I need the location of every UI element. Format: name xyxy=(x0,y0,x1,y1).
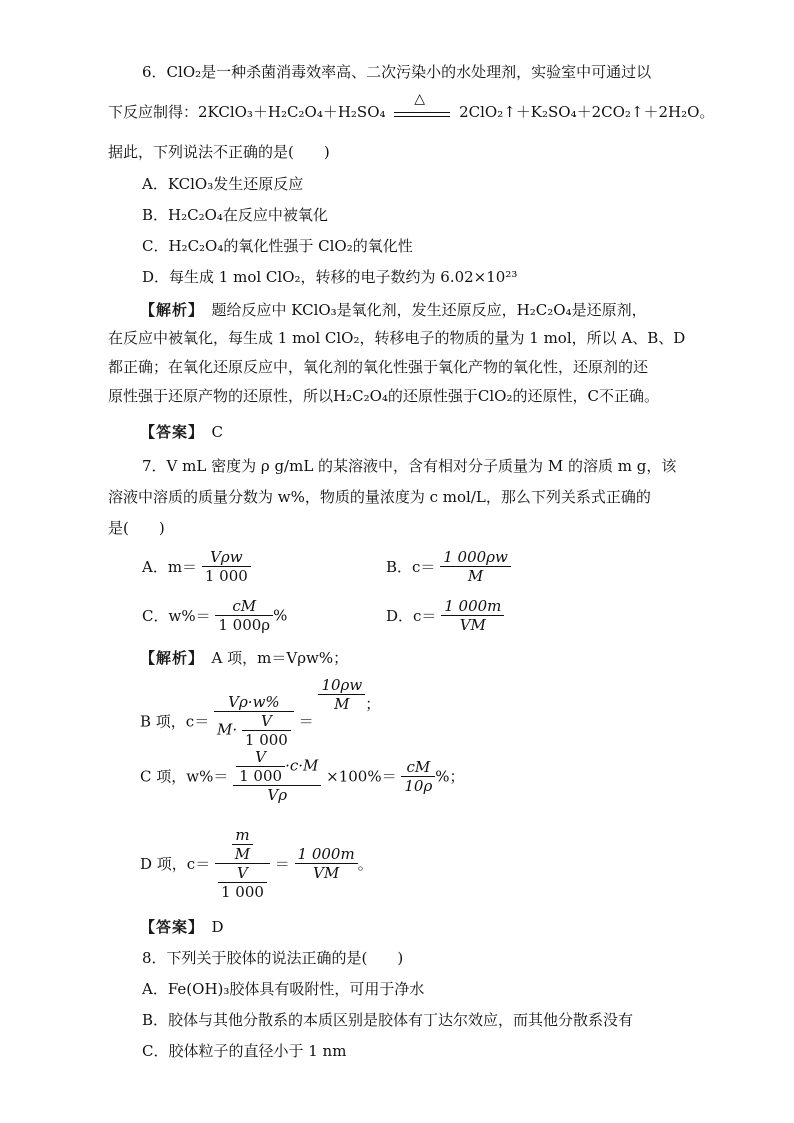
q8-option-b: B．胶体与其他分散系的本质区别是胶体有丁达尔效应，而其他分散系没有 xyxy=(142,1011,634,1029)
q7-option-c-suffix: % xyxy=(273,606,288,625)
q7-d-den-fraction xyxy=(218,864,267,901)
q7-d-res-den: VM xyxy=(313,864,340,882)
q6-analysis-line1 xyxy=(140,300,647,320)
q7-option-b-fraction xyxy=(440,548,511,585)
q7-d-den xyxy=(215,864,270,901)
q6-option-a: A．KClO₃发生还原反应 xyxy=(142,175,304,193)
q7-d-den-den: 1 000 xyxy=(220,883,264,901)
q6-answer-line xyxy=(140,422,223,442)
q7-c-num xyxy=(233,748,321,786)
q7-b-den xyxy=(214,712,294,749)
q7-d-num-num: m xyxy=(232,826,253,845)
q7-answer-tag: 【答案】 xyxy=(140,918,197,936)
q7-option-c-num: cM xyxy=(215,597,273,616)
q7-stem-line2: 溶液中溶质的质量分数为 w%，物质的量浓度为 c mol/L，那么下列关系式正确的 xyxy=(108,488,651,506)
q7-d-eq: ＝ xyxy=(274,855,290,873)
q7-option-c xyxy=(142,597,287,634)
q7-option-a-fraction xyxy=(202,548,251,585)
q7-option-b-label: B．c＝ xyxy=(386,558,436,576)
q6-stem-line1: 6．ClO₂是一种杀菌消毒效率高、二次污染小的水处理剂，实验室中可通过以 xyxy=(142,63,652,81)
q6-answer-tag: 【答案】 xyxy=(140,423,197,441)
q7-answer: D xyxy=(211,918,224,936)
q7-c-res-den: 10ρ xyxy=(404,776,433,795)
q7-b-den-fraction xyxy=(242,712,291,749)
q7-stem-line1: 7．V mL 密度为 ρ g/mL 的某溶液中，含有相对分子质量为 M 的溶质 m g，该 xyxy=(142,457,677,475)
q7-d-num xyxy=(215,826,270,864)
q7-d-result-fraction xyxy=(295,845,358,882)
q7-b-den-num: V xyxy=(242,712,291,731)
q7-option-d-den: VM xyxy=(459,616,486,634)
q7-option-c-den: 1 000ρ xyxy=(218,616,271,634)
q7-b-res-den: M xyxy=(334,695,350,713)
q7-c-label: C 项，w%＝ xyxy=(140,767,229,786)
q6-analysis-text1: 题给反应中 KClO₃是氧化剂，发生还原反应，H₂C₂O₄是还原剂， xyxy=(196,301,647,319)
q6-analysis-line2: 在反应中被氧化，每生成 1 mol ClO₂，转移电子的物质的量为 1 mol，所以 A、B、D xyxy=(108,329,686,347)
q6-stem-line2 xyxy=(108,91,715,123)
q7-c-result-fraction xyxy=(401,758,435,795)
q6-stem-line3: 据此，下列说法不正确的是( ) xyxy=(108,143,330,161)
q6-option-c: C．H₂C₂O₄的氧化性强于 ClO₂的氧化性 xyxy=(142,237,413,255)
q7-option-d-num: 1 000m xyxy=(441,597,504,616)
q7-option-b-num: 1 000ρw xyxy=(440,548,511,567)
q7-option-d-label: D．c＝ xyxy=(386,607,437,625)
q7-option-d-fraction xyxy=(441,597,504,634)
q7-option-c-label: C．w%＝ xyxy=(142,607,211,625)
q6-option-b: B．H₂C₂O₄在反应中被氧化 xyxy=(142,206,328,224)
q7-d-end: 。 xyxy=(357,855,373,873)
q7-c-fraction xyxy=(233,748,321,804)
q7-analysis-d xyxy=(140,826,373,901)
q7-option-d xyxy=(386,597,504,634)
q7-b-den-pre: M· xyxy=(216,720,238,739)
q8-option-c: C．胶体粒子的直径小于 1 nm xyxy=(142,1042,347,1060)
q7-stem-line3: 是( ) xyxy=(108,519,165,537)
q7-c-mid: ×100%＝ xyxy=(326,767,397,786)
q6-analysis-line4: 原性强于还原产物的还原性，所以H₂C₂O₄的还原性强于ClO₂的还原性，C不正确。 xyxy=(108,387,659,405)
q7-analysis-b xyxy=(140,676,380,749)
q7-d-den-num: V xyxy=(218,864,267,883)
q6-analysis-line3: 都正确；在氧化还原反应中，氧化剂的氧化性强于氧化产物的氧化性，还原剂的还 xyxy=(108,358,649,376)
q7-c-res-num: cM xyxy=(401,758,435,777)
q6-option-d: D．每生成 1 mol ClO₂，转移的电子数约为 6.02×10²³ xyxy=(142,268,518,286)
q8-stem: 8．下列关于胶体的说法正确的是( ) xyxy=(142,949,404,967)
q7-d-num-fraction xyxy=(232,826,253,863)
q7-c-num-fraction xyxy=(236,748,285,785)
q7-c-den: Vρ xyxy=(267,786,288,804)
q7-analysis-line1 xyxy=(140,648,348,668)
q7-b-label: B 项，c＝ xyxy=(140,712,210,731)
q7-b-fraction xyxy=(214,693,294,749)
heat-condition-arrow xyxy=(390,91,454,123)
q7-b-end: ； xyxy=(365,695,381,713)
q7-d-res-num: 1 000m xyxy=(295,845,358,864)
q7-option-a-den: 1 000 xyxy=(204,567,248,585)
q8-option-a: A．Fe(OH)₃胶体具有吸附性，可用于净水 xyxy=(142,980,425,998)
q7-option-a-num: Vρw xyxy=(202,548,251,567)
q7-option-c-fraction xyxy=(215,597,273,634)
q7-answer-line xyxy=(140,917,224,937)
q7-b-res-num: 10ρw xyxy=(318,676,365,695)
q7-analysis-a: A 项，m＝Vρw%； xyxy=(211,649,349,667)
q7-option-a-label: A．m＝ xyxy=(142,558,198,576)
q7-c-num-den: 1 000 xyxy=(239,767,283,785)
q7-option-a xyxy=(142,548,251,585)
heat-triangle-icon: △ xyxy=(414,91,426,107)
q6-equation-products: 2ClO₂↑＋K₂SO₄＋2CO₂↑＋2H₂O。 xyxy=(459,103,715,121)
q6-answer: C xyxy=(211,423,224,441)
q7-b-eq: ＝ xyxy=(298,712,314,731)
q7-analysis-tag: 【解析】 xyxy=(140,649,197,667)
q7-c-num-num: V xyxy=(236,748,285,767)
q7-c-end: %； xyxy=(435,767,465,786)
q7-option-b-den: M xyxy=(467,567,484,585)
q7-c-num-post: ·c·M xyxy=(285,756,319,775)
q6-analysis-tag: 【解析】 xyxy=(140,301,197,319)
q7-d-label: D 项，c＝ xyxy=(140,855,211,873)
q7-b-result-fraction xyxy=(318,676,365,713)
q7-option-b xyxy=(386,548,511,585)
q7-d-fraction xyxy=(215,826,270,901)
q7-analysis-c xyxy=(140,748,465,804)
q6-equation-reactants: 下反应制得：2KClO₃＋H₂C₂O₄＋H₂SO₄ xyxy=(108,103,386,121)
q7-b-den-den: 1 000 xyxy=(244,731,288,749)
q7-b-num: Vρ·w% xyxy=(214,693,294,712)
q7-d-num-den: M xyxy=(234,845,251,863)
